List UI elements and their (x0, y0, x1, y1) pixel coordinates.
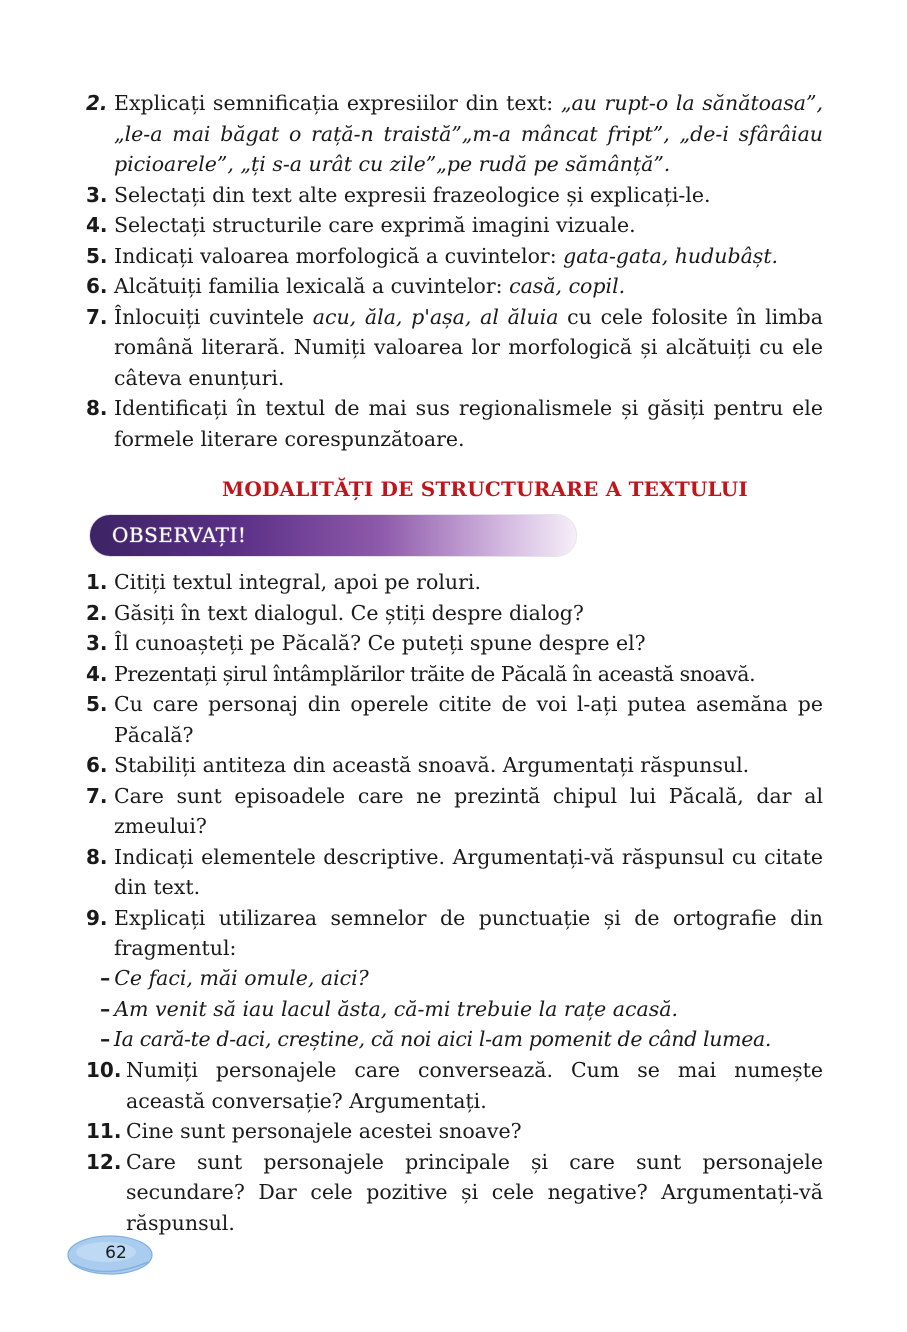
dialogue-text: Ia cară-te d-aci, creștine, că noi aici l-am pomenit de când lumea. (113, 1027, 772, 1051)
dialogue-text: Ce faci, măi omule, aici? (114, 966, 369, 990)
dialogue-line (100, 963, 860, 994)
exercise-item (86, 180, 823, 211)
exercise-number: 12. (86, 1149, 122, 1174)
observati-banner (90, 515, 576, 556)
exercise-item (86, 903, 823, 964)
exercise-text-italic-part: „au rupt-o la sănătoasa”, „le-a mai băgat o rață-n traistă”„m-a mâncat fript”, „de-i sfârâiau picioarele”, „ți s-a urât cu zile”„pe rudă pe sămânță”. (114, 91, 823, 176)
exercise-text-part: Explicați semnificația expresiilor din text: (114, 91, 561, 115)
exercise-item (86, 842, 823, 903)
exercise-number: 7. (86, 783, 108, 808)
exercise-text (114, 302, 823, 394)
exercise-number: 3. (86, 182, 108, 207)
exercise-text: Citiți textul integral, apoi pe roluri. (114, 570, 481, 594)
exercise-text: Cine sunt personajele acestei snoave? (126, 1119, 522, 1143)
exercise-text: Stabiliți antiteza din această snoavă. Argumentați răspunsul. (114, 753, 750, 777)
dialogue-fragment (100, 963, 860, 1055)
exercise-text: Explicați utilizarea semnelor de punctuație și de ortografie din fragmentul: (114, 905, 823, 960)
exercise-text: Prezentați șirul întâmplărilor trăite de Păcală în această snoavă. (114, 661, 756, 686)
exercise-item (86, 689, 823, 750)
exercise-text: Selectați din text alte expresii frazeologice și explicați-le. (114, 182, 711, 207)
exercise-number: 2. (86, 600, 108, 625)
exercise-text-italic-part: casă, copil. (509, 274, 626, 298)
exercise-text: Găsiți în text dialogul. Ce știți despre dialog? (114, 600, 584, 625)
exercise-text: Care sunt episoadele care ne prezintă chipul lui Păcală, dar al zmeului? (114, 783, 823, 838)
exercise-text (114, 88, 823, 180)
exercise-item (86, 1116, 823, 1147)
exercise-item (86, 628, 823, 659)
exercise-text (114, 271, 823, 302)
exercises-bottom-list (86, 567, 823, 964)
exercise-item (86, 393, 823, 454)
exercise-item (86, 659, 823, 690)
exercise-text: Care sunt personajele principale și care sunt personajele secundare? Dar cele pozitive și cele negative? Argumentați-vă răspunsul. (126, 1149, 823, 1235)
section-title: MODALITĂȚI DE STRUCTURARE A TEXTULUI (222, 477, 748, 501)
exercise-text-part: Alcătuiți familia lexicală a cuvintelor: (114, 274, 510, 298)
dialogue-dash: – (100, 966, 111, 990)
exercise-number: 6. (86, 274, 108, 298)
exercise-item (86, 567, 823, 598)
exercise-number: 7. (86, 304, 108, 329)
exercise-text: Cu care personaj din operele citite de voi l-ați putea asemăna pe Păcală? (114, 692, 823, 747)
exercise-item (86, 88, 823, 180)
exercise-number: 1. (86, 570, 108, 594)
dialogue-dash: – (100, 996, 111, 1021)
exercise-item (86, 271, 823, 302)
exercise-text: Identificați în textul de mai sus regionalismele și găsiți pentru ele formele literare corespunzătoare. (114, 396, 823, 451)
exercise-text: Indicați elementele descriptive. Argumentați-vă răspunsul cu citate din text. (114, 844, 823, 899)
exercise-item (86, 781, 823, 842)
exercise-number: 9. (86, 905, 108, 930)
exercise-number: 2. (86, 91, 108, 115)
exercise-item (86, 302, 823, 394)
exercise-text: Îl cunoașteți pe Păcală? Ce puteți spune despre el? (114, 631, 646, 655)
exercise-number: 8. (86, 844, 108, 869)
exercise-number: 3. (86, 631, 108, 655)
exercise-text: Numiți personajele care conversează. Cum se mai numește această conversație? Argumentați. (126, 1058, 823, 1113)
exercise-number: 10. (86, 1058, 122, 1082)
exercise-item (86, 1055, 823, 1116)
exercise-number: 4. (86, 661, 108, 686)
exercise-item (86, 241, 823, 272)
exercise-text: Selectați structurile care exprimă imagini vizuale. (114, 213, 636, 237)
exercise-number: 6. (86, 753, 108, 777)
exercise-item (86, 1147, 823, 1239)
exercise-text-part: cu cele folosite în limba română literară. Numiți valoarea lor morfologică și alcătuiți cu ele câteva enunțuri. (114, 304, 823, 390)
exercise-item (86, 750, 823, 781)
exercise-number: 8. (86, 396, 108, 420)
dialogue-dash: – (100, 1027, 110, 1051)
exercise-number: 5. (86, 692, 108, 716)
exercise-text-italic-part: acu, ăla, p'așa, al ăluia (312, 304, 559, 329)
exercise-text (114, 241, 823, 272)
exercise-number: 4. (86, 213, 108, 237)
exercise-text-part: Indicați valoarea morfologică a cuvintelor: (114, 243, 564, 268)
exercises-top-list (86, 88, 823, 454)
exercise-number: 11. (86, 1119, 122, 1143)
dialogue-text: Am venit să iau lacul ăsta, că-mi trebuie la rațe acasă. (114, 996, 678, 1021)
page-number: 62 (105, 1243, 127, 1263)
exercise-number: 5. (86, 243, 108, 268)
exercises-final-list (86, 1055, 823, 1238)
dialogue-line (100, 994, 860, 1025)
banner-label: OBSERVAȚI! (112, 523, 247, 547)
exercise-text-part: Înlocuiți cuvintele (114, 304, 313, 329)
page-number-badge (66, 1234, 152, 1276)
exercise-item (86, 598, 823, 629)
dialogue-line (100, 1024, 860, 1055)
exercise-item (86, 210, 823, 241)
exercise-text-italic-part: gata-gata, hudubâșt. (563, 243, 779, 268)
